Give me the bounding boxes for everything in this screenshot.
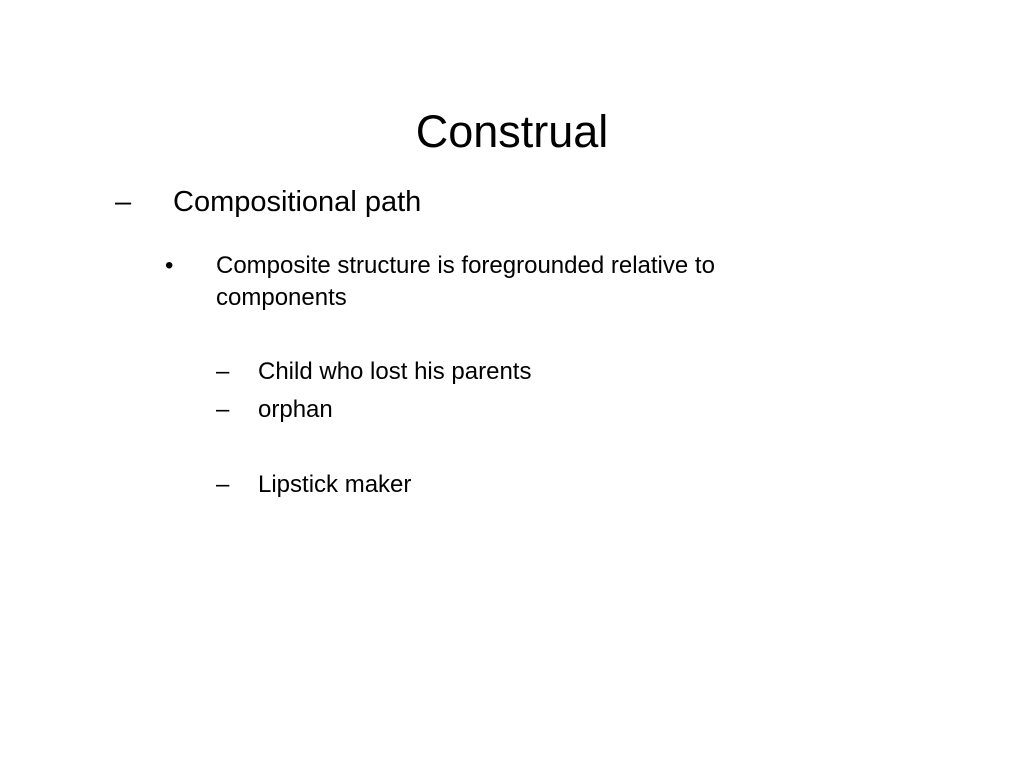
level2-text: Composite structure is foregrounded relative to components (216, 252, 715, 311)
dash-marker: – (115, 186, 132, 218)
level1-text: Compositional path (173, 186, 422, 218)
level3-text: Child who lost his parents (258, 358, 532, 385)
bullet-marker: • (165, 252, 174, 279)
level3-text: Lipstick maker (258, 471, 412, 498)
dash-marker: – (216, 471, 230, 498)
level2-item (165, 250, 815, 314)
level3-text: orphan (258, 396, 333, 423)
slide-title: Construal (415, 106, 609, 157)
dash-marker: – (216, 396, 230, 423)
dash-marker: – (216, 358, 230, 385)
